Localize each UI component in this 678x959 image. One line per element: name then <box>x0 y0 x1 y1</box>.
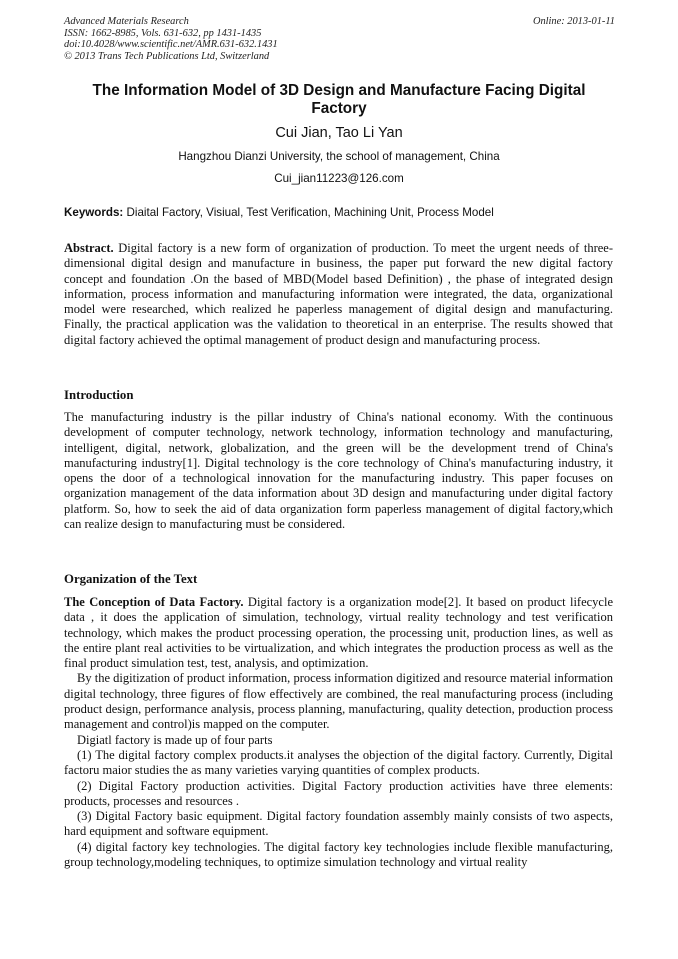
conception-label: The Conception of Data Factory. <box>64 595 244 609</box>
keywords-label: Keywords: <box>64 206 124 219</box>
journal-name: Advanced Materials Research <box>64 16 189 27</box>
online-date: Online: 2013-01-11 <box>532 16 615 27</box>
abstract-section <box>64 241 613 348</box>
keywords-text: Diaital Factory, Visiual, Test Verification, Machining Unit, Process Model <box>123 206 494 219</box>
part-2-paragraph: (2) Digital Factory production activities. Digital Factory production activities have three elements: products, processes and resources . <box>64 778 613 808</box>
organization-section <box>64 595 613 870</box>
introduction-section <box>64 410 613 532</box>
conception-text: Digital factory is a organization mode[2]. It based on product lifecycle data , it does the application of simulation, technology, virtual reality technology and test verification technology, which makes the product processing operation, the processing unit, production lines, as well as the entire plant real activities to be virtualization, and which integrates the production process as well as the final product simulation test, test, analysis, and optimization. <box>64 595 613 671</box>
paper-title: The Information Model of 3D Design and Manufacture Facing Digital Factory <box>92 82 586 117</box>
author-affiliation: Hangzhou Dianzi University, the school of management, China <box>178 150 500 163</box>
abstract-paragraph <box>64 241 613 348</box>
journal-copyright: © 2013 Trans Tech Publications Ltd, Switzerland <box>64 50 270 62</box>
conception-paragraph <box>64 595 613 671</box>
keywords-line <box>64 206 624 220</box>
abstract-text: Digital factory is a new form of organization of production. To meet the urgent needs of three-dimensional digital design and manufacture in business, the paper put forward the new digital factory concept and foundation .On the based of MBD(Model based Definition) , the phase of integrated design information, process information and manufacturing information were integrated, the data, organizational model were researched, which realized he paperless management of digital design and manufacturing. Finally, the practical application was the validation to theoretical in an enterprise. The results showed that digital factory achieved the optimal management of product design and manufacturing process. <box>64 241 613 347</box>
part-3-paragraph: (3) Digital Factory basic equipment. Digital factory foundation assembly mainly consists of two aspects, hard equipment and software equipment. <box>64 809 613 839</box>
introduction-heading: Introduction <box>64 388 134 402</box>
journal-issn: ISSN: 1662-8985, Vols. 631-632, pp 1431-1435 <box>64 27 262 39</box>
parts-intro-paragraph: Digiatl factory is made up of four parts <box>77 732 273 747</box>
journal-header <box>64 16 364 62</box>
digitization-paragraph: By the digitization of product information, process information digitized and resource material information digital technology, three figures of flow effectively are combined, the real manufacturing process (including product design, performance analysis, process planning, manufacturing, quality detection, production process management and control)is mapped on the computer. <box>64 671 613 732</box>
author-email: Cui_jian11223@126.com <box>274 172 404 185</box>
part-1-paragraph: (1) The digital factory complex products.it analyses the objection of the digital factory. Currently, Digital factoru maior studies the as many varieties varying quantities of complex products. <box>64 747 613 778</box>
organization-heading: Organization of the Text <box>64 572 198 586</box>
part-4-paragraph: (4) digital factory key technologies. The digital factory key technologies include flexible manufacturing, group technology,modeling techniques, to optimize simulation technology and virtual reality <box>64 839 613 870</box>
abstract-label: Abstract. <box>64 241 114 255</box>
introduction-paragraph: The manufacturing industry is the pillar industry of China's national economy. With the continuous development of computer technology, network technology, information technology and manufacturing, intelligent, digital, network, globalization, and the green will be the development trend of China's manufacturing industry[1]. Digital technology is the core technology of China's manufacturing industry, it opens the door of a technological innovation for the manufacturing industry. This paper focuses on organization management of the data information about 3D design and manufacturing under digital factory platform. So, how to seek the aid of data organization form paperless management of digital factory,which can realize design to manufacturing must be considered. <box>64 410 613 532</box>
paper-authors: Cui Jian, Tao Li Yan <box>275 125 403 141</box>
journal-doi: doi:10.4028/www.scientific.net/AMR.631-632.1431 <box>64 39 278 51</box>
